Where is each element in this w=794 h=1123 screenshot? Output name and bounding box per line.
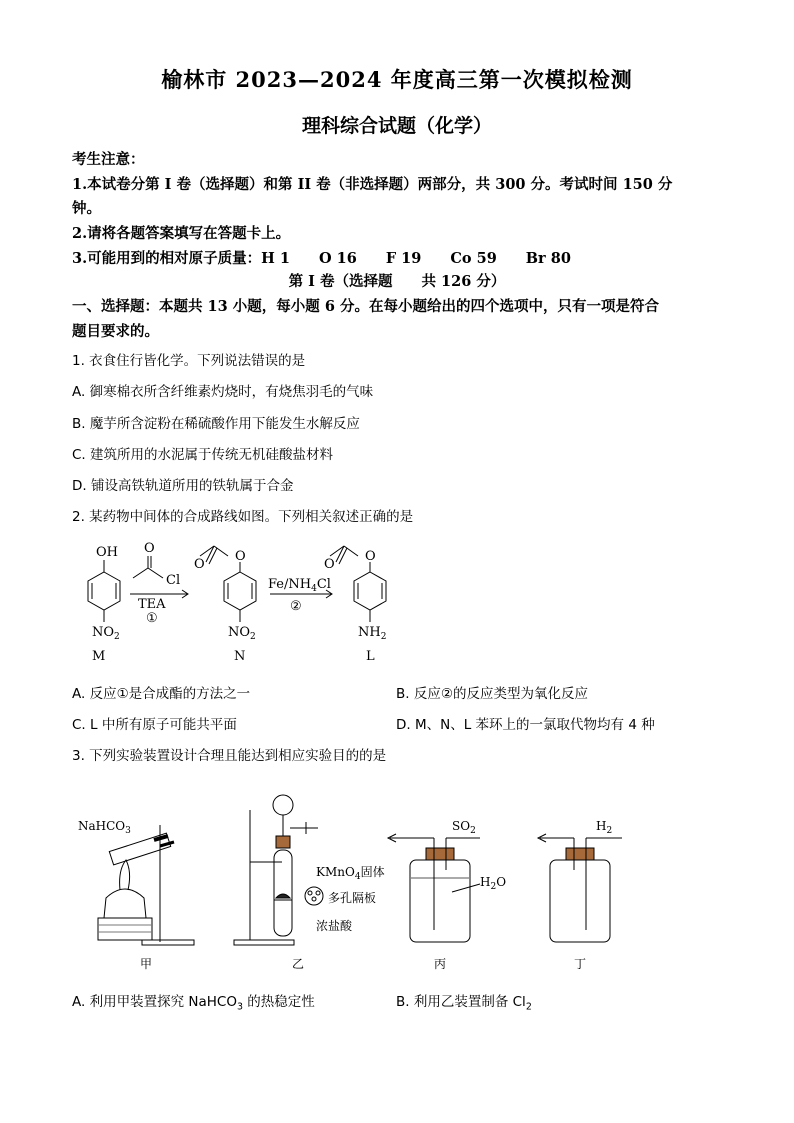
yi-plate-label: 多孔隔板 bbox=[328, 891, 377, 905]
exam-title: 榆林市 2023—2024 年度高三第一次模拟检测 bbox=[161, 67, 633, 92]
q1-option-a: A. 御寒棉衣所含纤维素灼烧时，有烧焦羽毛的气味 bbox=[72, 384, 374, 400]
n-ester-oxygen: O bbox=[235, 549, 246, 564]
condition-tea: TEA bbox=[138, 597, 166, 612]
ding-h2-label: $H_2$ bbox=[596, 819, 613, 836]
q3-stem: 3. 下列实验装置设计合理且能达到相应实验目的的是 bbox=[72, 748, 387, 764]
m-no2-label: $NO_2$ bbox=[92, 625, 120, 642]
q1-option-c: C. 建筑所用的水泥属于传统无机硅酸盐材料 bbox=[72, 447, 334, 463]
q1-option-b: B. 魔芋所含淀粉在稀硫酸作用下能发生水解反应 bbox=[72, 416, 360, 432]
yi-acid-label: 浓盐酸 bbox=[316, 919, 353, 933]
l-ester-oxygen: O bbox=[365, 549, 376, 564]
part1-instructions-cont: 题目要求的。 bbox=[72, 323, 159, 340]
n-label: N bbox=[234, 649, 246, 664]
reagent1-chlorine: Cl bbox=[166, 573, 181, 588]
bing-label: 丙 bbox=[434, 957, 447, 971]
l-carbonyl-oxygen: O bbox=[324, 557, 335, 572]
section-title: 第 I 卷（选择题 共 126 分） bbox=[288, 273, 506, 290]
bing-so2-label: $SO_2$ bbox=[452, 819, 476, 836]
q2-reaction-scheme bbox=[70, 538, 510, 668]
notice-item-1: 1.本试卷分第 I 卷（选择题）和第 II 卷（非选择题）两部分，共 300 分。考试时间 150 分 bbox=[72, 176, 673, 193]
m-oh-label: OH bbox=[96, 545, 118, 560]
q3-option-b: B. 利用乙装置制备 $Cl_2$ bbox=[396, 994, 532, 1013]
q3-apparatus-figure bbox=[70, 780, 640, 980]
notice-item-1-cont: 钟。 bbox=[72, 200, 101, 217]
m-label: M bbox=[92, 649, 106, 664]
ding-label: 丁 bbox=[574, 957, 587, 971]
q2-option-d: D. M、N、L 苯环上的一氯取代物均有 4 种 bbox=[396, 717, 655, 733]
notice-item-3: 3.可能用到的相对原子质量：H 1 O 16 F 19 Co 59 Br 80 bbox=[72, 250, 571, 267]
n-no2-label: $NO_2$ bbox=[228, 625, 256, 642]
notice-item-2: 2.请将各题答案填写在答题卡上。 bbox=[72, 225, 291, 242]
q2-option-b: B. 反应②的反应类型为氧化反应 bbox=[396, 686, 588, 702]
yi-label: 乙 bbox=[292, 957, 305, 971]
part1-instructions: 一、选择题：本题共 13 小题，每小题 6 分。在每小题给出的四个选项中，只有一项是符合 bbox=[72, 298, 659, 315]
condition-fe-nh4cl: $Fe/NH_4Cl$ bbox=[268, 577, 331, 594]
step-2-label: ② bbox=[290, 599, 302, 614]
q2-stem: 2. 某药物中间体的合成路线如图。下列相关叙述正确的是 bbox=[72, 509, 414, 525]
n-carbonyl-oxygen: O bbox=[194, 557, 205, 572]
yi-kmno4-label: KMnO$_4$固体 bbox=[316, 865, 385, 882]
jia-label: 甲 bbox=[140, 957, 153, 971]
step-1-label: ① bbox=[146, 611, 158, 626]
l-label: L bbox=[366, 649, 375, 664]
q2-option-c: C. L 中所有原子可能共平面 bbox=[72, 717, 237, 733]
q1-stem: 1. 衣食住行皆化学。下列说法错误的是 bbox=[72, 353, 306, 369]
q1-option-d: D. 铺设高铁轨道所用的铁轨属于合金 bbox=[72, 478, 294, 494]
bing-water-label: $H_2O$ bbox=[480, 875, 507, 892]
q2-option-a: A. 反应①是合成酯的方法之一 bbox=[72, 686, 251, 702]
reagent1-oxygen: O bbox=[144, 541, 155, 556]
l-nh2-label: $NH_2$ bbox=[358, 625, 387, 642]
q3-option-a: A. 利用甲装置探究 NaHCO$_3$ 的热稳定性 bbox=[72, 994, 315, 1013]
notice-heading: 考生注意： bbox=[72, 151, 145, 168]
exam-subtitle: 理科综合试题（化学） bbox=[301, 115, 492, 137]
jia-nahco3-label: NaHCO$_3$ bbox=[78, 819, 131, 836]
